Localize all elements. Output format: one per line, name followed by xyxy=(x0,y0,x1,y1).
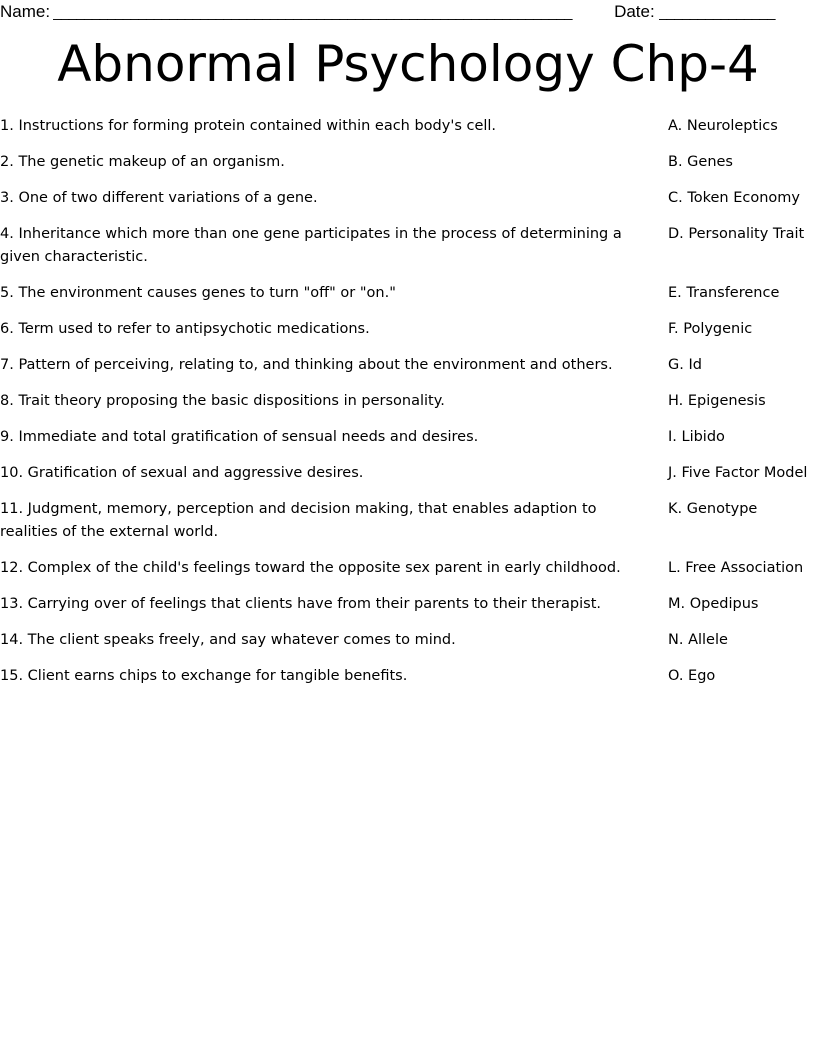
question-item[interactable]: 8. Trait theory proposing the basic dispositions in personality. xyxy=(0,393,445,409)
date-input-line[interactable]: _______________ xyxy=(658,4,775,21)
name-label: Name: xyxy=(0,2,51,21)
matching-row xyxy=(0,187,816,210)
date-label: Date: xyxy=(614,2,655,21)
question-item[interactable]: 11. Judgment, memory, perception and decision making, that enables adaption to realities of the external world. xyxy=(0,501,597,540)
name-input-line[interactable]: ___________________________________________________________________ xyxy=(53,4,572,21)
answer-option[interactable]: F. Polygenic xyxy=(668,321,753,337)
question-item[interactable]: 9. Immediate and total gratification of sensual needs and desires. xyxy=(0,429,479,445)
answer-option[interactable]: B. Genes xyxy=(668,154,733,170)
answer-option[interactable]: E. Transference xyxy=(668,285,780,301)
matching-row xyxy=(0,115,816,138)
question-item[interactable]: 6. Term used to refer to antipsychotic medications. xyxy=(0,321,370,337)
answer-option[interactable]: N. Allele xyxy=(668,632,728,648)
matching-row xyxy=(0,593,816,616)
question-item[interactable]: 2. The genetic makeup of an organism. xyxy=(0,154,285,170)
question-item[interactable]: 5. The environment causes genes to turn "off" or "on." xyxy=(0,285,396,301)
answer-option[interactable]: H. Epigenesis xyxy=(668,393,766,409)
matching-row xyxy=(0,282,816,305)
answer-option[interactable]: K. Genotype xyxy=(668,501,758,517)
question-item[interactable]: 4. Inheritance which more than one gene participates in the process of determining a given characteristic. xyxy=(0,226,622,265)
matching-row xyxy=(0,498,816,544)
matching-row xyxy=(0,629,816,652)
answer-option[interactable]: C. Token Economy xyxy=(668,190,800,206)
matching-row xyxy=(0,223,816,269)
matching-exercise xyxy=(0,115,816,688)
answer-option[interactable]: A. Neuroleptics xyxy=(668,118,778,134)
matching-row xyxy=(0,390,816,413)
answer-option[interactable]: D. Personality Trait xyxy=(668,226,805,242)
answer-option[interactable]: G. Id xyxy=(668,357,702,373)
answer-option[interactable]: L. Free Association xyxy=(668,560,804,576)
question-item[interactable]: 13. Carrying over of feelings that clients have from their parents to their therapist. xyxy=(0,596,602,612)
answer-option[interactable]: J. Five Factor Model xyxy=(668,465,808,481)
answer-option[interactable]: I. Libido xyxy=(668,429,725,445)
question-item[interactable]: 12. Complex of the child's feelings toward the opposite sex parent in early childhood. xyxy=(0,560,621,576)
matching-row xyxy=(0,557,816,580)
page-title: Abnormal Psychology Chp-4 xyxy=(57,35,759,93)
name-date-header xyxy=(0,0,816,23)
question-item[interactable]: 1. Instructions for forming protein contained within each body's cell. xyxy=(0,118,497,134)
question-item[interactable]: 10. Gratification of sexual and aggressive desires. xyxy=(0,465,364,481)
matching-row xyxy=(0,426,816,449)
answer-option[interactable]: M. Opedipus xyxy=(668,596,759,612)
question-item[interactable]: 14. The client speaks freely, and say whatever comes to mind. xyxy=(0,632,456,648)
matching-row xyxy=(0,354,816,377)
matching-row xyxy=(0,665,816,688)
question-item[interactable]: 15. Client earns chips to exchange for tangible benefits. xyxy=(0,668,408,684)
matching-row xyxy=(0,151,816,174)
answer-option[interactable]: O. Ego xyxy=(668,668,716,684)
question-item[interactable]: 3. One of two different variations of a gene. xyxy=(0,190,318,206)
question-item[interactable]: 7. Pattern of perceiving, relating to, and thinking about the environment and others. xyxy=(0,357,613,373)
matching-row xyxy=(0,318,816,341)
matching-row xyxy=(0,462,816,485)
